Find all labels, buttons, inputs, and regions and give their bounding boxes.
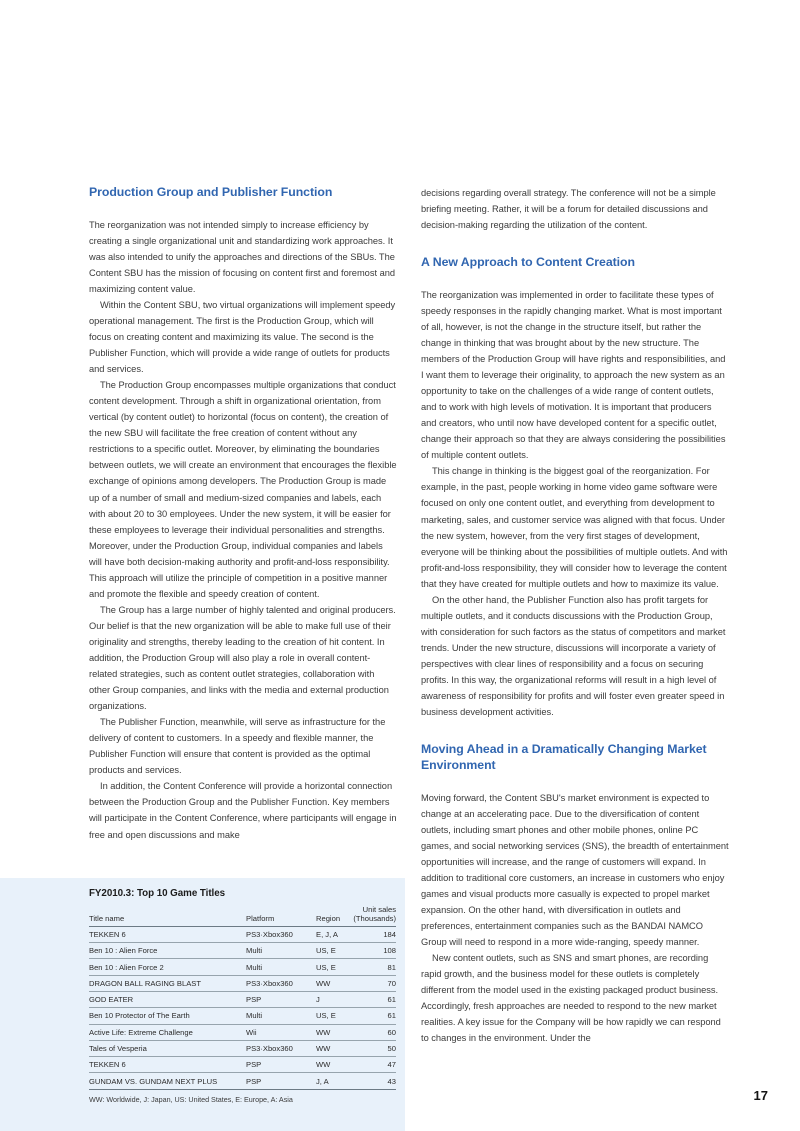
table-row [89,1040,396,1056]
unit-sales-cell: 70 [352,975,396,991]
column-header-title-name: Title name [89,905,246,926]
paragraph: Moving forward, the Content SBU's market environment is expected to change at an accelerating pace. Due to the diversification of content outlets, including smart phones and other mobile phones, online PC games, and social networking services (SNS), the breadth of entertainment opportunities will increase, and the range of customers will expand. In addition to traditional core customers, an increase in customers who enjoy games and visual products more casually is expected to propel market expansion. On the other hand, with diversification in outlets and preferences, entertainment companies such as the BANDAI NAMCO Group will need to respond in a more wide-ranging, speedy manner. [421,792,729,948]
table-row [89,1008,396,1024]
game-title-cell: Tales of Vesperia [89,1040,246,1056]
platform-cell: PS3·Xbox360 [246,1040,316,1056]
table-row [89,1024,396,1040]
page-number: 17 [753,1088,768,1103]
paragraph-continuation: decisions regarding overall strategy. The conference will not be a simple briefing meeting. Rather, it will be a forum for detailed discussions and decision-making regarding the utilization of the content. [421,188,716,231]
section-heading-new-approach: A New Approach to Content Creation [421,255,635,270]
table-header-row [89,905,396,926]
section-heading-moving-ahead: Moving Ahead in a Dramatically Changing Market Environment [421,742,707,772]
table-row [89,975,396,991]
table-row [89,992,396,1008]
unit-sales-cell: 61 [352,1008,396,1024]
page-title: Production Group and Publisher Function [89,185,333,199]
table-row [89,1057,396,1073]
paragraph: On the other hand, the Publisher Function also has profit targets for multiple outlets, and it conducts discussions with the Production Group, with consideration for such factors as the status of competitors and market trends. Under the new structure, discussions will incorporate a variety of perspectives with clear lines of responsibility and a focus on securing profits. In this way, the organizational reforms will result in a high level of awareness of responsibility for profits and will foster even greater speed in business development activities. [421,594,726,718]
region-cell: US, E [316,943,352,959]
game-title-cell: Active Life: Extreme Challenge [89,1024,246,1040]
region-cell: WW [316,1057,352,1073]
platform-cell: Multi [246,1008,316,1024]
unit-sales-cell: 60 [352,1024,396,1040]
region-cell: J, A [316,1073,352,1089]
platform-cell: Multi [246,959,316,975]
region-cell: WW [316,1024,352,1040]
paragraph: The Production Group encompasses multiple organizations that conduct content development. Through a shift in organizational orientation, from vertical (by content outlet) to horizontal (focus on content), the creation of the new SBU will facilitate the free creation of content without any restrictions to a specific outlet. Moreover, by eliminating the boundaries between outlets, we will create an environment that encourages the flexible exchange of opinions among developers. The Production Group is made up of a number of small and medium-sized companies and labels, each with about 20 to 30 employees. Under the new system, it will be easier for these employees to leverage their individual personalities and strengths. Moreover, under the Production Group, individual companies and labels will have both decision-making authority and profit-and-loss responsibility. This approach will utilize the principle of competition in a positive manner and promote the flexible and speedy creation of content. [89,380,397,599]
paragraph: The Group has a large number of highly talented and original producers. Our belief is that the new organization will be able to make full use of their originality and strengths, thereby leading to the creation of hit content. In addition, the Production Group will also play a role in overall content-related strategies, such as content outlet strategies, collaboration with other Group companies, and links with the media and external production organizations. [89,604,396,712]
game-title-cell: Ben 10 : Alien Force [89,943,246,959]
platform-cell: Multi [246,943,316,959]
column-header-region: Region [316,905,352,926]
platform-cell: PS3·Xbox360 [246,926,316,942]
table-row [89,1073,396,1089]
unit-sales-cell: 43 [352,1073,396,1089]
unit-sales-label-line2: (Thousands) [353,914,396,924]
region-cell: E, J, A [316,926,352,942]
unit-sales-cell: 50 [352,1040,396,1056]
platform-cell: PS3·Xbox360 [246,975,316,991]
paragraph: The reorganization was not intended simply to increase efficiency by creating a single organizational unit and standardizing work approaches. It was also intended to unify the approaches and directions of the SBUs. The Content SBU has the mission of focusing on content first and foremost and maximizing content value. [89,219,396,294]
right-text-column [421,185,729,1046]
paragraph: In addition, the Content Conference will provide a horizontal connection between the Production Group and the Publisher Function. Key members will participate in the Content Conference, where participants will engage in free and open discussions and make [89,781,397,840]
top-game-titles-table [89,905,396,1090]
paragraph: The Publisher Function, meanwhile, will serve as infrastructure for the delivery of content to customers. In a speedy and flexible manner, the Publisher Function will ensure that content is provided as the optimal products and services. [89,717,386,776]
table-row [89,926,396,942]
region-cell: US, E [316,959,352,975]
column-header-platform: Platform [246,905,316,926]
table-body [89,926,396,1089]
table-footnote: WW: Worldwide, J: Japan, US: United States, E: Europe, A: Asia [89,1094,293,1104]
unit-sales-cell: 184 [352,926,396,942]
region-cell: WW [316,1040,352,1056]
platform-cell: PSP [246,1073,316,1089]
platform-cell: PSP [246,992,316,1008]
game-title-cell: DRAGON BALL RAGING BLAST [89,975,246,991]
game-title-cell: TEKKEN 6 [89,926,246,942]
paragraph: Within the Content SBU, two virtual organizations will implement speedy operational management. The first is the Production Group, which will focus on creating content and maximizing its value. The second is the Publisher Function, which will provide a wide range of outlets for products and services. [89,299,396,375]
top-game-titles-table-block [89,888,396,1104]
column-header-unit-sales [352,905,396,926]
game-title-cell: Ben 10 : Alien Force 2 [89,959,246,975]
game-title-cell: GOD EATER [89,992,246,1008]
table-row [89,959,396,975]
platform-cell: Wii [246,1024,316,1040]
region-cell: J [316,992,352,1008]
unit-sales-label-line1: Unit sales [362,905,396,914]
game-title-cell: GUNDAM VS. GUNDAM NEXT PLUS [89,1073,246,1089]
paragraph: The reorganization was implemented in order to facilitate these types of speedy responses in the rapidly changing market. What is most important of all, however, is not the change in the structure itself, but rather the change in thinking that was brought about by the new structure. The members of the Production Group will have rights and responsibilities, and I want them to leverage their originality, to approach the new system as an opportunity to take on the challenges of a wide range of content outlets, and to work with high levels of motivation. It is important that producers and creators, who until now have developed content for a specific outlet, change their approach so that they are always considering the possibilities of multiple content outlets. [421,289,726,461]
game-title-cell: TEKKEN 6 [89,1057,246,1073]
unit-sales-cell: 108 [352,943,396,959]
platform-cell: PSP [246,1057,316,1073]
table-title: FY2010.3: Top 10 Game Titles [89,888,225,899]
left-text-column [89,185,397,843]
unit-sales-cell: 61 [352,992,396,1008]
region-cell: WW [316,975,352,991]
unit-sales-cell: 81 [352,959,396,975]
paragraph: This change in thinking is the biggest goal of the reorganization. For example, in the past, people working in home video game software were focused on only one content outlet, and everything from development to marketing, sales, and customer service was aligned with that focus. Under the new system, however, from the very first stages of development, everyone will be thinking about the possibilities of multiple outlets. And with profit-and-loss responsibility, they will consider how to leverage the content that they have created for multiple outlets and how to maximize its value. [421,466,728,589]
region-cell: US, E [316,1008,352,1024]
paragraph: New content outlets, such as SNS and smart phones, are recording rapid growth, and the business model for these outlets is completely different from the model used in the existing packaged product business. Accordingly, fresh approaches are needed to respond to the new market realities. A key issue for the Company will be how rapidly we can respond to changes in the environment. Under the [421,953,721,1044]
game-title-cell: Ben 10 Protector of The Earth [89,1008,246,1024]
unit-sales-cell: 47 [352,1057,396,1073]
table-row [89,943,396,959]
